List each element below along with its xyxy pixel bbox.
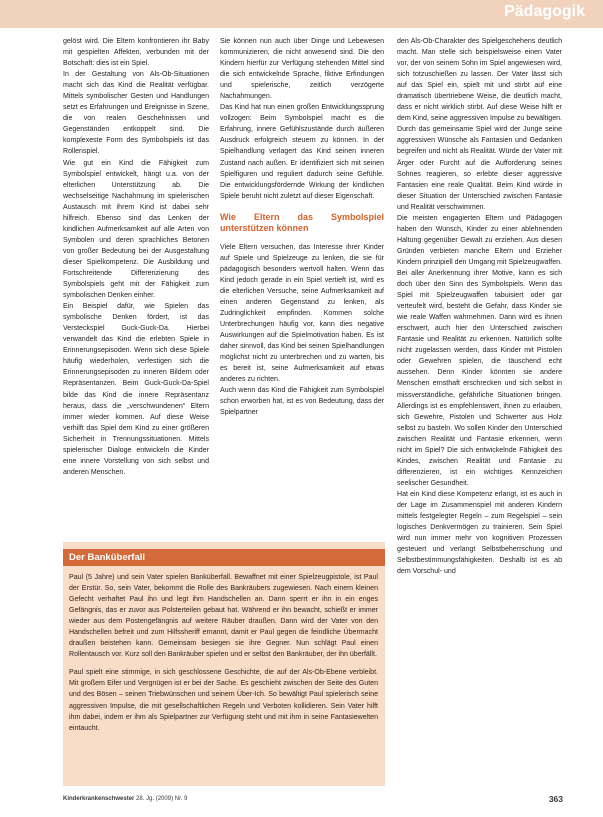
paragraph: Viele Eltern versuchen, das Interesse ihrer Kinder auf Spiele und Spielzeuge zu lenken, die sie für pädagogisch besonders wertvoll halten. Wenn das Kind jedoch gerade in ein Spiel vertieft ist, wird es die elterlichen Versuche, seine Aufmerksamkeit auf einen anderen Gegenstand zu lenken, als Zudringlichkeit empfinden. Kommen solche Unterbrechungen häufig vor, kann dies negative Auswirkungen auf die Spielmotivation haben. Es ist daher sinnvoll, das Kind bei seinen Spielhandlungen möglichst nicht zu unterbrechen und zu warten, bis es bereit ist, seine Aufmerksamkeit auf etwas anderes zu richten. [220,243,384,384]
box-paragraph: Paul (5 Jahre) und sein Vater spielen Banküberfall. Bewaffnet mit einer Spielzeugpistole, ist Paul der Erstür. So, sein Vater, bekommt die Rolle des Bankräubers zugewiesen. Nach einem kleinen Gefecht verhaftet Paul ihn und legt ihm Handschellen an. Dann sperrt er ihn in ein enges Gefängnis, das er zuvor aus Polsterteilen gebaut hat. Während er ihn bewacht, schießt er immer wieder aus dem Postengefängnis auf weitere Räuber draußen. Dann wird der Vater von den Handschellen befreit und zum Hilfssheriff ernannt, damit er Paul gegen die feindliche Übermacht draußen beistehen kann. Gemeinsam besiegen sie ihre Gegner. Nun schlägt Paul einen Rollentausch vor. Kurz soll den Bankräuber spielen und er selbst den Bankräuber, der ihn überfällt. [69,574,378,659]
paragraph: Hat ein Kind diese Kompetenz erlangt, ist es auch in der Lage im Zusammenspiel mit anderen Kindern mittels festgelegter Regeln – zum Regelspiel – sein logisches Denkvermögen zu trainieren. Sein Spiel wird nun immer mehr von kognitiven Prozessen gesteuert und verlangt Selbstbeherrschung und Selbstbestimmungsfähigkeiten. Deshalb ist es ab dem Vorschul- und [397,490,562,576]
text-column-2 [220,36,384,418]
journal-name: Kinderkrankenschwester [63,796,135,802]
paragraph: Das Kind hat nun einen großen Entwicklungssprung vollzogen: Beim Symbolspiel macht es die Erfahrung, innere Gefühlszustände durch äußeren Ausdruck erfolgreich steuern zu können. In der Spielhandlung verlagert das Kind seinen inneren Zustand nach außen. Er identifiziert sich mit seinen Spielfiguren und reguliert dadurch seine Gefühle. Die entwicklungsfördernde Wirkung der kindlichen Spiele beruht nicht zuletzt auf dieser Eigenschaft. [220,104,384,200]
journal-issue: 28. Jg. (2009) Nr. 9 [134,796,188,802]
paragraph: In der Gestaltung von Als-Ob-Situationen macht sich das Kind die Realität verfügbar. Mittels symbolischer Gesten und Handlungen setzt es Erfahrungen und Ereignisse in Szene, die von realen Geschehnissen und Gegenständen entkoppelt sind. Die komplexeste Form des Symbolspiels ist das Rollenspiel. [63,71,209,156]
paragraph: gelöst wird. Die Eltern konfrontieren ihr Baby mit gespielten Affekten, verbunden mit der Botschaft: dies ist ein Spiel. [63,38,209,68]
text-column-3 [397,36,562,793]
paragraph: Sie können nun auch über Dinge und Lebewesen kommunizieren, die nicht anwesend sind. Die den Kindern hierfür zur Verfügung stehenden Mittel sind die sich entwickelnde Sprache, fiktive Erfindungen und spielerische, zeitlich verzögerte Nachahmungen. [220,38,384,101]
box-body [63,566,385,734]
section-title: Pädagogik [504,3,585,20]
paragraph: Die meisten engagierten Eltern und Pädagogen haben den Wunsch, Kinder zu einer ablehnenden Haltung gegenüber Gewalt zu erziehen. Aus diesen Gründen verbieten manche Eltern und Erzieher Kindern prinzipiell den Umgang mit Spielzeugwaffen. Bei aller Anerkennung ihrer Motive, kann es sich doch über den Sinn des Symbolspiels. Wenn das Spiel mit Spielzeugwaffen tabuisiert oder gar verteufelt wird, besteht die Gefahr, dass Kinder sie wie reale Waffen wahrnehmen. Dann wird es ihnen erschwert, auch hier den Unterschied zwischen Fantasie und Realität zu erkennen. Natürlich sollte nicht zugelassen werden, dass Kinder mit Pistolen oder Gewehren spielen, die täuschend echt aussehen. Denn Kinder könnten sie andere Menschen ernsthaft erschrecken und sich selbst in missverständliche, gefährliche Situationen bringen. Allerdings ist es empfehlenswert, ihnen zu erlauben, sich Gewehre, Pistolen und Schwerter aus Holz selbst zu basteln. Wo sollen Kinder den Unterschied zwischen Realität und Fantasie erkennen, wenn nicht im Spiel? Die sich entwickelnde Fähigkeit des Kindes, zwischen Realität und Fantasie zu differenzieren, ist ein wichtiges Kennzeichen seelischer Gesundheit. [397,214,562,487]
header-bar [0,0,603,28]
sidebar-box [63,542,385,786]
box-title: Der Banküberfall [63,549,385,566]
section-subheading: Wie Eltern das Symbolspiel unterstützen können [220,211,384,233]
paragraph: Wie gut ein Kind die Fähigkeit zum Symbolspiel entwickelt, hängt u.a. von der elterlichen Unterstützung ab. Die wechselseitige Nachahmung im spielerischen Austausch mit ihrem Kind ist dabei sehr hilfreich. Ebenso sind das Lenken der kindlichen Aufmerksamkeit auf alle Arten von Symbolen und deren sprachliches Betonen von großer Bedeutung bei der Ausgestaltung dieser Spielkompetenz. Die Ausbildung und Fortschreitende Differenzierung des Symbolspiels geht mit der Fähigkeit zum symbolischen Denken einher. [63,159,209,300]
page-number: 363 [548,794,563,804]
page-footer [63,794,563,806]
paragraph: Ein Beispiel dafür, wie Spielen das symbolische Denken fördert, ist das Versteckspiel Guck-Guck-Da. Hierbei verwandelt das Kind die erlebten Spiele in Erinnerungsepisoden. Wenn sich diese Spiele häufig wiederholen, verfestigen sich die Erinnerungsepisoden zu inneren Bildern oder Repräsentanzen. Beim Guck-Guck-Da-Spiel bilde das Kind die innere Repräsentanz heraus, dass die „verschwundenen“ Eltern immer wieder kommen. Auf diese Weise verhilft das Spiel dem Kind zu einer größeren Sicherheit in Trennungssituationen. Mittels spielerischer Dialoge entwickeln die Kinder eine innere Vorstellung von sich selbst und anderen Menschen. [63,303,209,476]
journal-citation [63,796,187,802]
paragraph: Auch wenn das Kind die Fähigkeit zum Symbolspiel schon erworben hat, ist es von Bedeutung, dass der Spielpartner [220,387,384,417]
box-paragraph: Paul spielt eine stimmige, in sich geschlossene Geschichte, die auf der Als-Ob-Ebene verbleibt. Mit großem Eifer und Vergnügen ist er bei der Sache. Es geschieht zwischen der Seite des Guten und des Bösen – seinen Triebwünschen und seinem Über-Ich. So bewältigt Paul spielerisch seine aggressiven Impulse, die mit gesellschaftlichen Regeln und Verboten kollidieren. Sein Vater hilft ihm dabei, indem er ihm als Spielpartner zur Verfügung steht und mit ihm in seine Fantasiewelten eintaucht. [69,669,378,732]
text-column-1 [63,36,209,478]
paragraph: den Als-Ob-Charakter des Spielgeschehens deutlich macht. Man stelle sich beispielsweise einen Vater vor, der von seinem Sohn im Spiel angewiesen wird, sich totzuschießen zu lassen. Der Vater lässt sich auf das Spiel ein, spielt mit und stirbt auf eine dramatisch übertriebene Weise, die deutlich macht, dass er nicht wirklich stirbt. Auf diese Weise hilft er dem Kind, seine aggressiven Impulse zu bewältigen. Durch das gemeinsame Spiel wird der Junge seine aggressiven Wünsche als Fantasien und Gedanken begreifen und nicht als Realität. Würde der Vater mit Ärger oder Furcht auf die Aufforderung seines Sohnes reagieren, so erlebte dieser aggressive Fantasien eine reale Qualität. Beim Kind würde in dieser Situation der Unterschied zwischen Fantasie und Realität verschwimmen. [397,38,562,211]
